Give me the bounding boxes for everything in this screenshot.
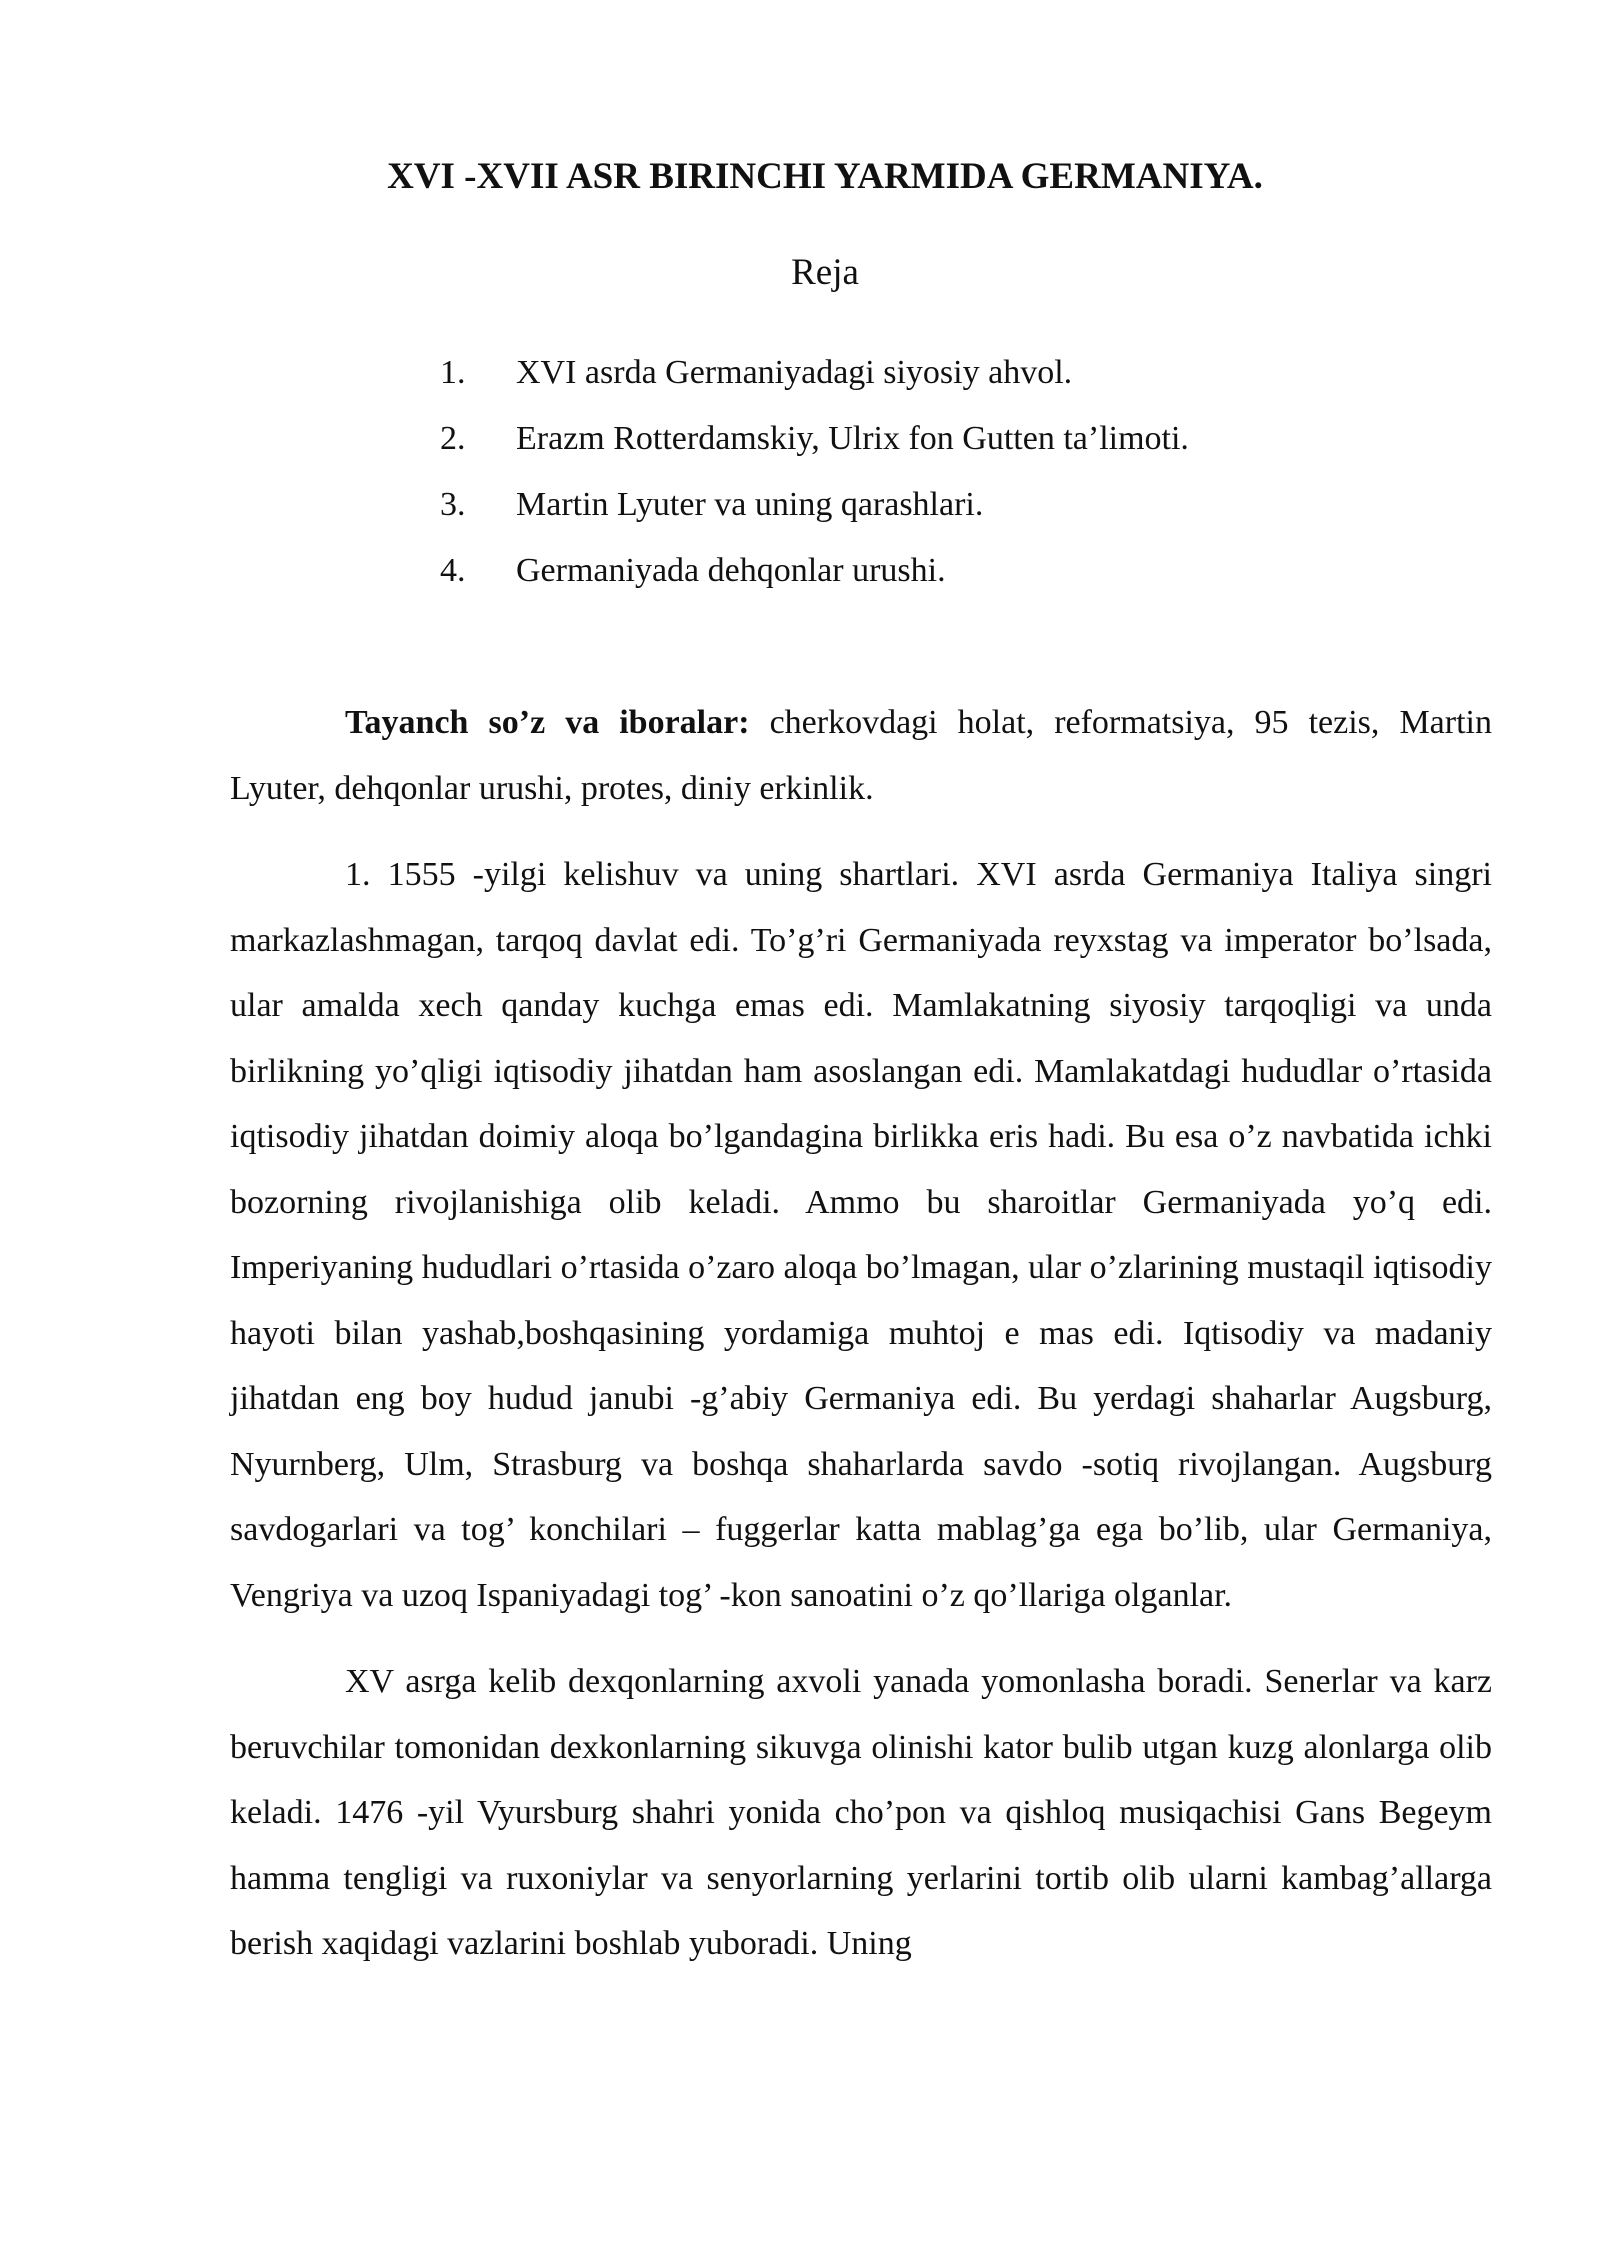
keywords-paragraph [230,690,1492,821]
keywords-text: cherkovdagi holat, reformatsiya, 95 tezis, Martin Lyuter, dehqonlar urushi, protes, diniy erkinlik. [230,704,1492,807]
plan-list [440,340,1440,604]
list-item [440,406,1440,472]
plan-item-text: Germaniyada dehqonlar urushi. [516,552,946,589]
plan-item-text: XVI asrda Germaniyadagi siyosiy ahvol. [516,354,1073,391]
plan-item-text: Martin Lyuter va uning qarashlari. [516,486,984,523]
body-paragraph-2: XV asrga kelib dexqonlarning axvoli yanada yomonlasha boradi. Senerlar va karz beruvchilar tomonidan dexkonlarning sikuvga olinishi kator bulib utgan kuzg alonlarga olib keladi. 1476 -yil Vyursburg shahri yonida cho’pon va qishloq musiqachisi Gans Begeym hamma tengligi va ruxoniylar va senyorlarning yerlarini tortib olib ularni kambag’allarga berish xaqidagi vazlarini boshlab yuboradi. Uning [230,1663,1492,1962]
list-item [440,538,1440,604]
document-title: XVI -XVII ASR BIRINCHI YARMIDA GERMANIYA. [387,156,1263,197]
plan-item-number: 3. [440,486,466,523]
keywords-label: Tayanch so’z va iboralar: [345,704,750,741]
document-body [230,690,1492,1998]
list-item [440,340,1440,406]
plan-item-number: 4. [440,552,466,589]
plan-item-number: 2. [440,420,466,457]
list-item [440,472,1440,538]
plan-heading: Reja [791,252,859,293]
plan-item-text: Erazm Rotterdamskiy, Ulrix fon Gutten ta’limoti. [516,420,1189,457]
body-paragraph-1: 1. 1555 -yilgi kelishuv va uning shartlari. XVI asrda Germaniya Italiya singri markazlashmagan, tarqoq davlat edi. To’g’ri Germaniyada reyxstag va imperator bo’lsada, ular amalda xech qanday kuchga emas edi. Mamlakatning siyosiy tarqoqligi va unda birlikning yo’qligi iqtisodiy jihatdan ham asoslangan edi. Mamlakatdagi hududlar o’rtasida iqtisodiy jihatdan doimiy aloqa bo’lgandagina birlikka eris hadi. Bu esa o’z navbatida ichki bozorning rivojlanishiga olib keladi. Ammo bu sharoitlar Germaniyada yo’q edi. Imperiyaning hududlari o’rtasida o’zaro aloqa bo’lmagan, ular o’zlarining mustaqil iqtisodiy hayoti bilan yashab,boshqasining yordamiga muhtoj e mas edi. Iqtisodiy va madaniy jihatdan eng boy hudud janubi -g’abiy Germaniya edi. Bu yerdagi shaharlar Augsburg, Nyurnberg, Ulm, Strasburg va boshqa shaharlarda savdo -sotiq rivojlangan. Augsburg savdogarlari va tog’ konchilari – fuggerlar katta mablag’ga ega bo’lib, ular Germaniya, Vengriya va uzoq Ispaniyadagi tog’ -kon sanoatini o’z qo’llariga olganlar. [230,856,1492,1614]
plan-item-number: 1. [440,354,466,391]
